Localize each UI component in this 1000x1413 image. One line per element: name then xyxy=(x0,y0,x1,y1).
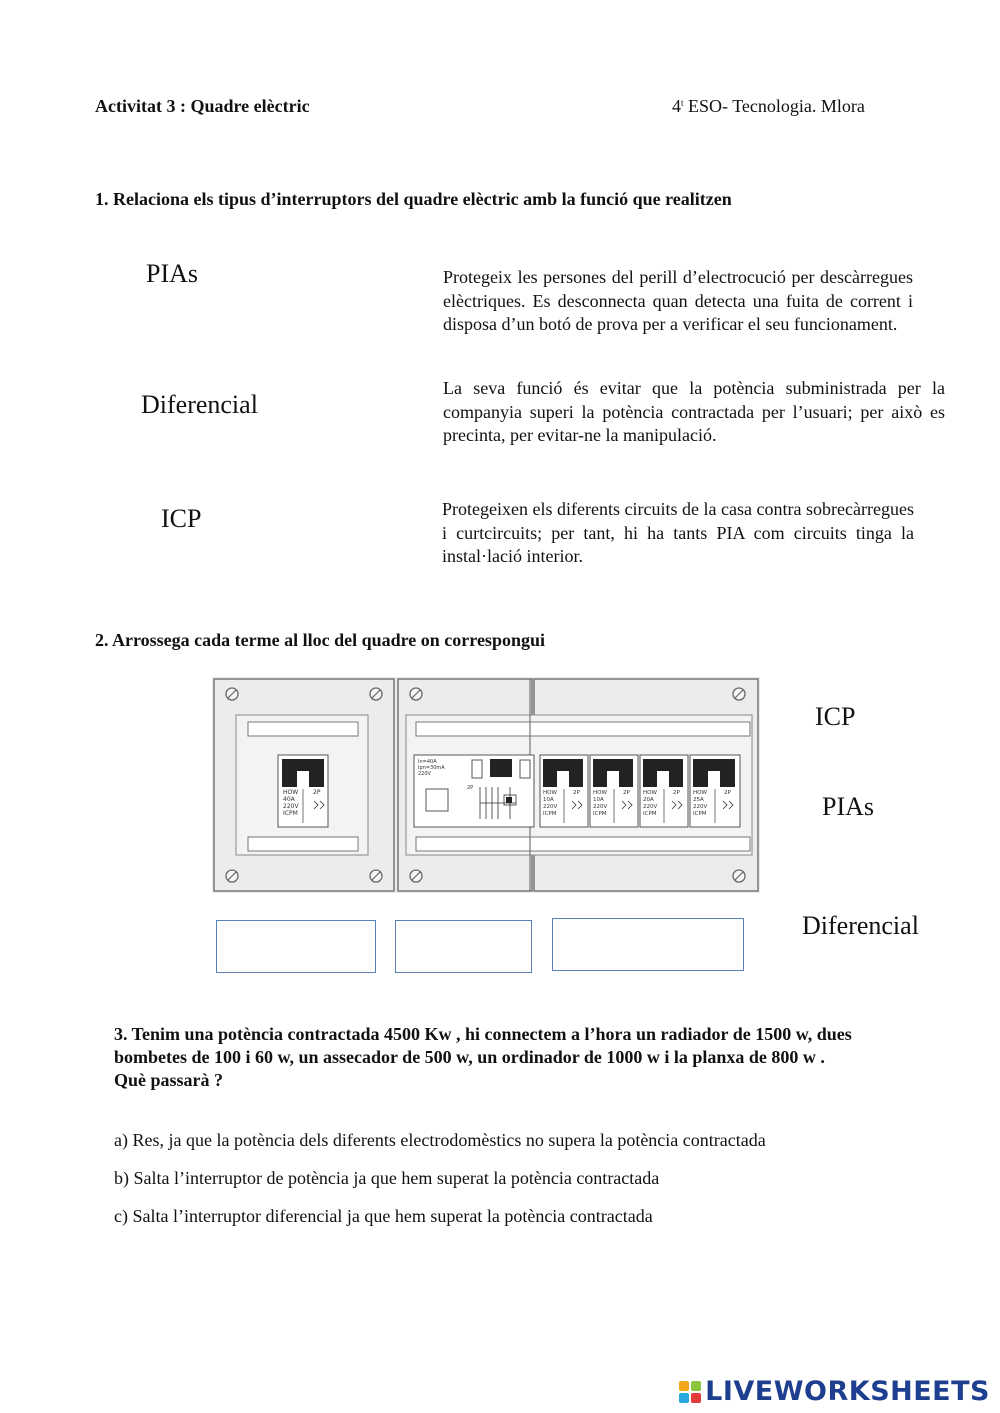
q1-desc-icp[interactable]: La seva funció és evitar que la potència subministrada per la companyia superi la potència contractada per l’usuari; per això es precinta, per evitar-ne la manipulació. xyxy=(443,378,945,445)
pia-module-1 xyxy=(540,755,588,827)
icp-label-0: HOW xyxy=(283,789,299,796)
pia-module-3 xyxy=(640,755,688,827)
pia-4-line-0: HOW xyxy=(693,790,707,796)
drop-target-icp[interactable] xyxy=(216,920,376,973)
icp-poles: 2P xyxy=(313,789,321,796)
pia-1-line-1: 10A xyxy=(543,797,554,803)
q1-desc-diferencial[interactable]: Protegeix les persones del perill d’electrocució per descàrregues elèctriques. Es desconnecta quan detecta una fuita de corrent i disposa d’un botó de prova per a verificar el seu funcionament. xyxy=(443,267,913,334)
drag-term-icp[interactable]: ICP xyxy=(815,702,856,731)
q3-title-line-2: bombetes de 100 i 60 w, un assecador de 500 w, un ordinador de 1000 w i la planxa de 800 w . xyxy=(114,1047,825,1067)
pia-1-line-3: ICPM xyxy=(543,811,557,817)
q1-term-diferencial[interactable]: Diferencial xyxy=(141,390,258,419)
q2-title: 2. Arrossega cada terme al lloc del quadre on correspongui xyxy=(95,630,545,650)
pia-3-line-2: 220V xyxy=(643,804,658,810)
course-number: 4 xyxy=(672,96,681,116)
course-rest: ESO- Tecnologia. Mlora xyxy=(683,96,865,116)
diff-poles: 2P xyxy=(467,785,474,791)
pia-1-line-0: HOW xyxy=(543,790,557,796)
drop-target-diferencial[interactable] xyxy=(395,920,532,973)
pia-module-4 xyxy=(690,755,740,827)
activity-title: Activitat 3 : Quadre elèctric xyxy=(95,96,310,116)
icp-module xyxy=(278,755,328,827)
pia-4-line-2: 220V xyxy=(693,804,708,810)
pia-2-poles: 2P xyxy=(623,790,630,796)
q1-title: 1. Relaciona els tipus d’interruptors del quadre elèctric amb la funció que realitzen xyxy=(95,189,732,209)
q3-title-line-3: Què passarà ? xyxy=(114,1070,224,1090)
pia-2-line-3: ICPM xyxy=(593,811,607,817)
q1-term-icp[interactable]: ICP xyxy=(161,504,202,533)
liveworksheets-logo xyxy=(679,1376,990,1407)
course-superscript: t xyxy=(681,98,684,108)
liveworksheets-logo-icon xyxy=(679,1381,701,1403)
pia-module-2 xyxy=(590,755,638,827)
pia-4-line-1: 25A xyxy=(693,797,704,803)
diff-label-2: 220V xyxy=(418,771,431,777)
icp-label-2: 220V xyxy=(283,803,299,810)
diff-label-0: In=40A xyxy=(418,759,437,765)
drag-term-diferencial[interactable]: Diferencial xyxy=(802,911,919,940)
icp-label-3: ICPM xyxy=(283,810,298,817)
electrical-panel-diagram xyxy=(212,677,760,893)
pia-4-line-3: ICPM xyxy=(693,811,707,817)
liveworksheets-brand: LIVEWORKSHEETS xyxy=(705,1376,990,1407)
pia-1-line-2: 220V xyxy=(543,804,558,810)
drop-target-pias[interactable] xyxy=(552,918,744,971)
course-label xyxy=(672,96,865,117)
q3-title-line-1: 3. Tenim una potència contractada 4500 Kw , hi connectem a l’hora un radiador de 1500 w, dues xyxy=(114,1024,852,1044)
pia-1-poles: 2P xyxy=(573,790,580,796)
diff-label-1: Ipn=30mA xyxy=(418,765,445,771)
q3-option-a[interactable]: a) Res, ja que la potència dels diferents electrodomèstics no supera la potència contractada xyxy=(114,1130,766,1150)
pia-3-poles: 2P xyxy=(673,790,680,796)
icp-label-1: 40A xyxy=(283,796,295,803)
pia-3-line-3: ICPM xyxy=(643,811,657,817)
pia-2-line-0: HOW xyxy=(593,790,607,796)
pia-3-line-0: HOW xyxy=(643,790,657,796)
q1-desc-pias[interactable]: Protegeixen els diferents circuits de la casa contra sobrecàrregues i curtcircuits; per tant, hi ha tants PIA com circuits tinga la instal·lació interior. xyxy=(442,499,914,566)
pia-2-line-1: 10A xyxy=(593,797,604,803)
pia-2-line-2: 220V xyxy=(593,804,608,810)
q3-option-b[interactable]: b) Salta l’interruptor de potència ja que hem superat la potència contractada xyxy=(114,1168,660,1188)
pia-3-line-1: 20A xyxy=(643,797,654,803)
pia-4-poles: 2P xyxy=(724,790,731,796)
differential-module xyxy=(414,755,534,827)
q1-term-pias[interactable]: PIAs xyxy=(146,259,199,288)
drag-term-pias[interactable]: PIAs xyxy=(822,792,875,821)
q3-option-c[interactable]: c) Salta l’interruptor diferencial ja que hem superat la potència contractada xyxy=(114,1206,653,1226)
